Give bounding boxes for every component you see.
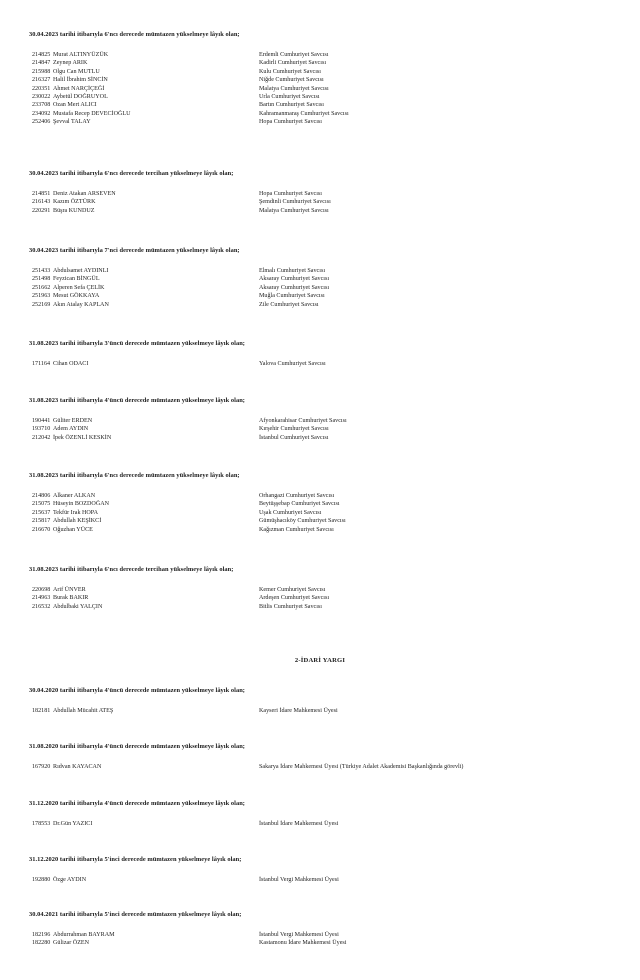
registry-number: 251433 [32, 268, 51, 274]
registry-number: 216670 [32, 526, 51, 533]
person-list [29, 876, 619, 884]
person-name: Adem AYDIN [53, 426, 89, 433]
office-title: Kulu Cumhuriyet Savcısı [259, 68, 321, 75]
person-list [29, 267, 619, 309]
office-title: Kemer Cumhuriyet Savcısı [259, 587, 326, 593]
registry-number: 178553 [32, 821, 51, 827]
list-item [29, 876, 619, 884]
registry-number: 167920 [32, 764, 51, 770]
promotion-section [29, 170, 619, 215]
list-item [29, 526, 619, 534]
office-title: Malatya Cumhuriyet Savcısı [259, 85, 329, 92]
office-title: Aksaray Cumhuriyet Savcısı [259, 284, 330, 291]
office-title: Kağızman Cumhuriyet Savcısı [259, 526, 334, 533]
office-title: Erdemli Cumhuriyet Savcısı [259, 52, 329, 58]
person-name: Alperen Sefa ÇELİK [53, 284, 105, 291]
list-item [29, 284, 619, 292]
list-item [29, 110, 619, 118]
person-name: Hüseyin BOZDOĞAN [53, 501, 110, 508]
person-list [29, 360, 619, 368]
person-name: Güliter ERDEN [53, 418, 93, 424]
registry-number: 215988 [32, 68, 51, 75]
section-heading: 30.04.2023 tarihi itibarıyla 7'nci derecede mümtazen yükselmeye lâyık olan; [29, 247, 240, 254]
list-item [29, 360, 619, 368]
office-title: Beytüşşebap Cumhuriyet Savcısı [259, 501, 340, 508]
person-list [29, 763, 619, 771]
registry-number: 190441 [32, 418, 51, 424]
registry-number: 251963 [32, 293, 51, 300]
person-name: İpek ÖZENLİ KESKİN [53, 434, 112, 441]
person-name: Mustafa Recep DEVECİOĞLU [53, 110, 131, 117]
registry-number: 252169 [32, 301, 51, 308]
list-item [29, 417, 619, 425]
registry-number: 193710 [32, 426, 51, 433]
registry-number: 182196 [32, 932, 51, 938]
registry-number: 214851 [32, 191, 51, 197]
office-title: Hopa Cumhuriyet Savcısı [259, 191, 322, 197]
section-heading: 31.12.2020 tarihi itibarıyla 4'üncü derecede mümtazen yükselmeye lâyık olan; [29, 800, 245, 807]
person-name: Halil İbrahim SİNCİN [53, 77, 108, 84]
person-name: Olgu Can MUTLU [53, 68, 100, 75]
section-heading: 31.08.2020 tarihi itibarıyla 4'üncü derecede mümtazen yükselmeye lâyık olan; [29, 743, 245, 750]
section-heading: 31.08.2023 tarihi itibarıyla 6'ncı derecede mümtazen yükselmeye lâyık olan; [29, 472, 240, 479]
promotion-section [29, 340, 619, 368]
office-title: Muğla Cumhuriyet Savcısı [259, 293, 325, 300]
office-title: Niğde Cumhuriyet Savcısı [259, 77, 324, 84]
office-title: Bartın Cumhuriyet Savcısı [259, 102, 324, 109]
registry-number: 215637 [32, 509, 51, 516]
person-list [29, 931, 619, 948]
list-item [29, 275, 619, 283]
office-title: Yalova Cumhuriyet Savcısı [259, 361, 326, 367]
list-item [29, 425, 619, 433]
person-name: Feyzican BİNGÜL [53, 276, 100, 283]
person-list [29, 707, 619, 715]
section-heading: 31.08.2023 tarihi itibarıyla 3'üncü derecede mümtazen yükselmeye lâyık olan; [29, 340, 245, 347]
registry-number: 234092 [32, 110, 51, 117]
section-heading: 30.04.2021 tarihi itibarıyla 5'inci derecede mümtazen yükselmeye lâyık olan; [29, 911, 242, 918]
person-name: Burak BAKIR [53, 595, 89, 602]
section-heading: 31.12.2020 tarihi itibarıyla 5'inci derecede mümtazen yükselmeye lâyık olan; [29, 856, 242, 863]
promotion-section [29, 31, 619, 127]
promotion-section [29, 247, 619, 309]
section-heading: 31.08.2023 tarihi itibarıyla 4'üncü derecede mümtazen yükselmeye lâyık olan; [29, 397, 245, 404]
person-name: Alkaner ALKAN [53, 493, 96, 499]
person-name: Büşra KUNDUZ [53, 207, 95, 214]
office-title: Kahramanmaraş Cumhuriyet Savcısı [259, 110, 349, 117]
office-title: Gümüşhacıköy Cumhuriyet Savcısı [259, 518, 346, 525]
office-title: Sakarya İdare Mahkemesi Üyesi (Türkiye Adalet Akademisi Başkanlığında görevli) [259, 764, 464, 770]
registry-number: 233708 [32, 102, 51, 109]
registry-number: 214963 [32, 595, 51, 602]
registry-number: 214825 [32, 52, 51, 58]
office-title: İstanbul İdare Mahkemesi Üyesi [259, 821, 339, 827]
list-item [29, 603, 619, 611]
person-name: Rıdvan KAYACAN [53, 764, 102, 770]
registry-number: 216327 [32, 77, 51, 84]
registry-number: 216532 [32, 603, 51, 610]
person-name: Dr.Gün YAZICI [53, 821, 93, 827]
person-list [29, 820, 619, 828]
list-item [29, 492, 619, 500]
list-item [29, 59, 619, 67]
promotion-section [29, 800, 619, 828]
office-title: Kastamonu İdare Mahkemesi Üyesi [259, 940, 347, 947]
promotion-section [29, 566, 619, 611]
section-heading: 30.04.2023 tarihi itibarıyla 6'ncı derecede mümtazen yükselmeye lâyık olan; [29, 31, 240, 38]
office-title: Bitlis Cumhuriyet Savcısı [259, 603, 322, 610]
person-name: Tekfür Irak HOPA [53, 509, 99, 516]
person-name: Abdurrahman BAYRAM [53, 932, 115, 938]
registry-number: 251662 [32, 284, 51, 291]
person-name: Aybetül DOĞRUYOL [53, 93, 108, 100]
office-title: Elmalı Cumhuriyet Savcısı [259, 268, 326, 274]
person-name: Zeynep ARIK [53, 60, 88, 67]
person-list [29, 51, 619, 127]
office-title: Afyonkarahisar Cumhuriyet Savcısı [259, 418, 347, 424]
person-name: Özge AYDIN [53, 877, 87, 883]
person-name: Kazım ÖZTÜRK [53, 199, 96, 206]
list-item [29, 931, 619, 939]
registry-number: 252406 [32, 119, 51, 126]
office-title: Kırşehir Cumhuriyet Savcısı [259, 426, 329, 433]
person-name: Abdullah Mücahit ATEŞ [53, 708, 114, 714]
list-item [29, 207, 619, 215]
office-title: Hopa Cumhuriyet Savcısı [259, 119, 322, 126]
list-item [29, 939, 619, 947]
registry-number: 212042 [32, 434, 51, 441]
office-title: İstanbul Vergi Mahkemesi Üyesi [259, 877, 339, 883]
person-name: Akın Atalay KAPLAN [53, 301, 109, 308]
registry-number: 251498 [32, 276, 51, 283]
division-title: 2-İDARİ YARGI [294, 657, 346, 664]
list-item [29, 820, 619, 828]
person-name: Mesut GÖKKAYA [53, 293, 100, 300]
list-item [29, 267, 619, 275]
section-heading: 31.08.2023 tarihi itibarıyla 6'ncı derecede tercihan yükselmeye lâyık olan; [29, 566, 234, 573]
office-title: Zile Cumhuriyet Savcısı [259, 301, 319, 308]
office-title: Malatya Cumhuriyet Savcısı [259, 207, 329, 214]
office-title: Urla Cumhuriyet Savcısı [259, 93, 320, 100]
registry-number: 171164 [32, 361, 51, 367]
list-item [29, 76, 619, 84]
registry-number: 220698 [32, 587, 51, 593]
person-name: Cihan ODACI [53, 361, 89, 367]
list-item [29, 500, 619, 508]
promotion-section [29, 472, 619, 534]
list-item [29, 594, 619, 602]
person-name: Abdullah KEŞİKCİ [53, 518, 102, 525]
list-item [29, 517, 619, 525]
registry-number: 192880 [32, 877, 51, 883]
person-name: Abdulbaki YALÇIN [53, 603, 103, 610]
office-title: Orhangazi Cumhuriyet Savcısı [259, 493, 335, 499]
registry-number: 220351 [32, 85, 51, 92]
office-title: Ardeşen Cumhuriyet Savcısı [259, 595, 330, 602]
list-item [29, 118, 619, 126]
person-name: Murat ALTINYÜZÜK [53, 52, 109, 58]
promotion-section [29, 743, 619, 771]
list-item [29, 292, 619, 300]
office-title: Kadirli Cumhuriyet Savcısı [259, 60, 327, 67]
list-item [29, 190, 619, 198]
list-item [29, 93, 619, 101]
registry-number: 182181 [32, 708, 51, 714]
office-title: Kayseri İdare Mahkemesi Üyesi [259, 708, 338, 714]
person-name: Şevval TALAY [53, 119, 91, 126]
list-item [29, 509, 619, 517]
promotion-section [29, 687, 619, 715]
person-name: Deniz Atakan ARSEVEN [53, 191, 116, 197]
promotion-section [29, 911, 619, 948]
registry-number: 215075 [32, 501, 51, 508]
list-item [29, 198, 619, 206]
list-item [29, 68, 619, 76]
list-item [29, 586, 619, 594]
person-name: Abdulsamet AYDINLI [53, 268, 109, 274]
office-title: İstanbul Vergi Mahkemesi Üyesi [259, 932, 339, 938]
person-list [29, 586, 619, 611]
registry-number: 215817 [32, 518, 51, 525]
person-name: Oğuzhan YÜCE [53, 526, 93, 533]
list-item [29, 101, 619, 109]
person-list [29, 492, 619, 534]
person-list [29, 190, 619, 215]
registry-number: 214847 [32, 60, 51, 67]
list-item [29, 707, 619, 715]
section-heading: 30.04.2020 tarihi itibarıyla 4'üncü derecede mümtazen yükselmeye lâyık olan; [29, 687, 245, 694]
office-title: İstanbul Cumhuriyet Savcısı [259, 434, 329, 441]
list-item [29, 51, 619, 59]
list-item [29, 301, 619, 309]
section-heading: 30.04.2023 tarihi itibarıyla 6'ncı derecede tercihan yükselmeye lâyık olan; [29, 170, 234, 177]
person-name: Gülizar ÖZEN [53, 940, 90, 947]
person-name: Ahmet NARÇİÇEĞİ [53, 85, 105, 92]
office-title: Aksaray Cumhuriyet Savcısı [259, 276, 330, 283]
person-name: Ozan Mert ALICI [53, 102, 97, 109]
person-name: Arif ÜNVER [53, 587, 86, 593]
registry-number: 216143 [32, 199, 51, 206]
promotion-section [29, 856, 619, 884]
list-item [29, 763, 619, 771]
registry-number: 220291 [32, 207, 51, 214]
promotion-section [29, 397, 619, 442]
office-title: Uşak Cumhuriyet Savcısı [259, 509, 322, 516]
office-title: Şemdinli Cumhuriyet Savcısı [259, 199, 331, 206]
registry-number: 230022 [32, 93, 51, 100]
registry-number: 214806 [32, 493, 51, 499]
registry-number: 182280 [32, 940, 51, 947]
person-list [29, 417, 619, 442]
list-item [29, 434, 619, 442]
list-item [29, 85, 619, 93]
